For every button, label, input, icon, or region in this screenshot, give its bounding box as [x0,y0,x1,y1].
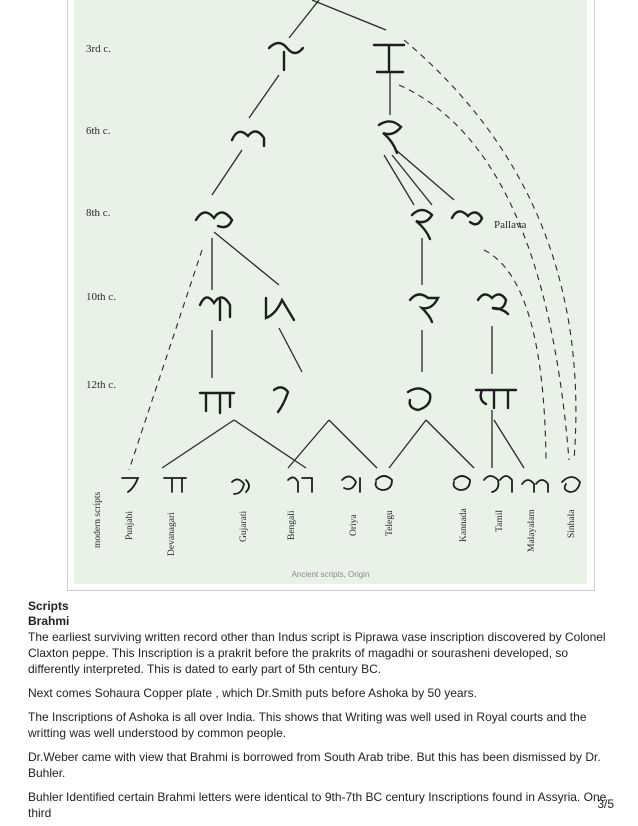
glyph-3rd-left [269,43,303,70]
glyph-12th-3 [408,388,430,410]
glyph-oriya [342,476,360,492]
glyph-telegu [376,476,392,490]
glyph-malayalam [522,480,548,492]
modern-scripts-label: modern scripts [93,491,103,548]
paragraph: The earliest surviving written record other than Indus script is Piprawa vase inscription discovered by Colonel Claxton peppe. This Inscription is a prakrit before the prakrits of magadhi or sourasheni developed, so differently interpreted. This is dated to early part of 5th century BC. [28,630,606,676]
glyph-10th-3 [410,294,438,322]
paragraph: Next comes Sohaura Copper plate , which Dr.Smith puts before Ashoka by 50 years. [28,686,477,700]
glyph-10th-2 [266,298,294,320]
script-name-telegu: Telegu [385,510,395,536]
glyph-punjabi [122,478,138,492]
script-glyphs [196,43,516,413]
century-label-8th: 8th c. [86,207,111,219]
paragraph: Buhler Identified certain Brahmi letters were identical to 9th-7th BC century Inscriptions found in Assyria. One third [28,790,607,820]
script-name-kannada: Kannada [459,508,469,542]
glyph-devanagari [164,478,186,492]
glyph-12th-4 [476,390,516,408]
glyph-12th-2 [274,387,288,412]
glyph-6th-right [379,121,401,153]
section-title: Scripts [28,599,69,613]
script-name-malayalam: Malayalam [527,509,537,552]
page-number: 3/5 [597,797,614,811]
glyph-3rd-right [374,45,404,72]
glyph-8th-1 [196,212,232,227]
script-name-tamil: Tamil [495,509,505,532]
glyph-8th-pallava [452,211,482,224]
century-label-6th: 6th c. [86,125,111,137]
glyph-tamil [484,476,512,492]
paragraph: The Inscriptions of Ashoka is all over India. This shows that Writing was well used in Royal courts and the writting was well understood by common people. [28,710,587,740]
script-name-sinhala: Sinhala [567,509,577,538]
century-label-12th: 12th c. [86,379,116,391]
glyph-bengali [288,477,312,492]
section-subtitle: Brahmi [28,614,70,628]
century-label-10th: 10th c. [86,291,116,303]
script-tree-diagram [74,0,587,584]
pallava-label: Pallava [494,219,527,231]
script-name-oriya: Oriya [349,514,359,536]
script-name-gujarati: Gujarati [239,510,249,542]
script-name-punjabi: Punjabi [125,510,135,540]
tree-lines [162,0,527,468]
figure-caption: Ancient scripts, Origin [291,570,370,579]
figure-frame [67,0,595,591]
glyph-10th-1 [200,297,230,320]
glyph-12th-1 [200,393,234,413]
glyph-10th-4 [478,294,508,314]
paragraph: Dr.Weber came with view that Brahmi is borrowed from South Arab tribe. But this has been dismissed by Dr. Buhler. [28,750,601,780]
glyph-gujarati [232,479,249,494]
article-body [28,599,613,821]
glyph-sinhala [562,477,580,492]
script-evolution-figure [74,0,587,584]
century-label-3rd: 3rd c. [86,43,112,55]
glyph-8th-2 [412,210,432,239]
modern-glyphs [122,476,580,494]
glyph-6th-left [232,131,264,146]
script-name-devanagari: Devanagari [167,512,177,556]
glyph-kannada [454,476,470,490]
script-name-bengali: Bengali [287,510,297,540]
